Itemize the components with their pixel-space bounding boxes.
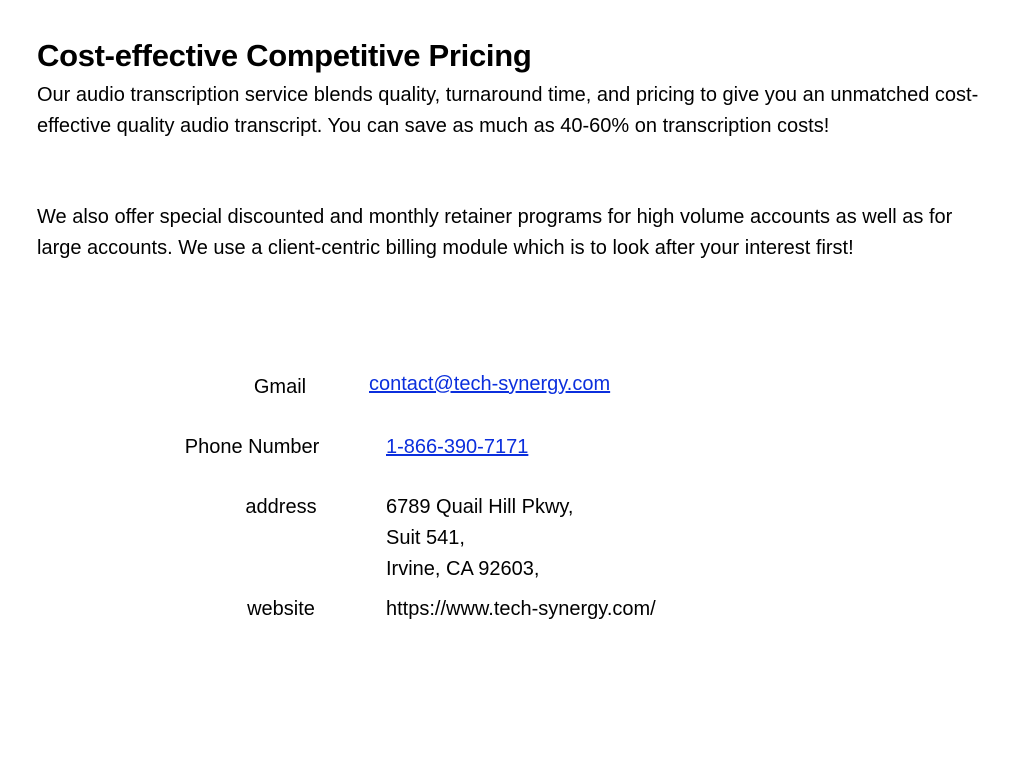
- address-block: [386, 492, 573, 585]
- programs-paragraph: We also offer special discounted and monthly retainer programs for high volume accounts as well as for large accounts. We use a client-centric billing module which is to look after your interest first!: [37, 206, 953, 259]
- slide-title: Cost-effective Competitive Pricing: [37, 38, 532, 73]
- address-line-suite: Suit 541,: [386, 527, 465, 549]
- website-label: website: [247, 598, 315, 620]
- address-line-street: 6789 Quail Hill Pkwy,: [386, 496, 574, 518]
- pricing-paragraph: Our audio transcription service blends quality, turnaround time, and pricing to give you an unmatched cost-effective quality audio transcript. You can save as much as 40-60% on transcription costs!: [37, 84, 979, 137]
- website-value: https://www.tech-synergy.com/: [386, 598, 656, 620]
- gmail-label: Gmail: [253, 376, 307, 398]
- phone-label: Phone Number: [184, 436, 320, 458]
- address-line-city: Irvine, CA 92603,: [386, 558, 540, 580]
- phone-link[interactable]: 1-866-390-7171: [386, 436, 529, 458]
- email-link[interactable]: contact@tech-synergy.com: [369, 373, 611, 395]
- address-label: address: [245, 496, 317, 518]
